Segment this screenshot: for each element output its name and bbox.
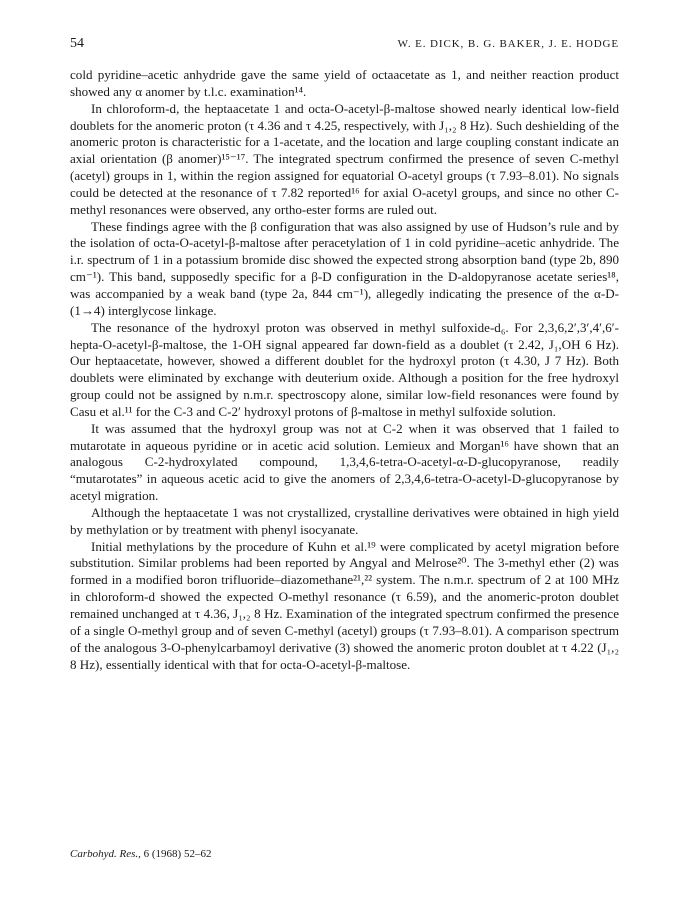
journal-name: Carbohyd. Res., (70, 848, 141, 860)
page-header (70, 36, 619, 56)
paragraph-7: Initial methylations by the procedure of Kuhn et al.¹⁹ were complicated by acetyl migration before substitution. Similar problems had been reported by Angyal and Melrose²⁰. The 3-methyl ether (2) was formed in a modified boron trifluoride–diazomethane²¹,²² system. The n.m.r. spectrum of 2 at 100 MHz in chloroform-d showed the expected O-methyl resonance (τ 6.59), and the anomeric-proton doublet remained unchanged at τ 4.36, J₁,₂ 8 Hz. Examination of the integrated spectrum confirmed the presence of a single O-methyl group and of seven C-methyl (acetyl) groups (τ 7.93–8.01). A comparison spectrum of the analogous 3-O-phenylcarbamoyl derivative (3) showed the anomeric proton doublet at τ 4.22 (J₁,₂ 8 Hz), essentially identical with that for octa-O-acetyl-β-maltose. (70, 538, 619, 672)
journal-volume: 6 (1968) 52–62 (143, 848, 212, 860)
page-number: 54 (70, 36, 84, 51)
paragraph-2: In chloroform-d, the heptaacetate 1 and octa-O-acetyl-β-maltose showed nearly identical low-field doublets for the anomeric proton (τ 4.36 and τ 4.25, respectively, with J₁,₂ 8 Hz). Such deshielding of the anomeric proton is characteristic for a 1-acetate, and the location and large coupling constant indicate an axial orientation (β anomer)¹⁵⁻¹⁷. The integrated spectrum confirmed the presence of seven C-methyl (acetyl) groups in 1, within the region assigned for equatorial O-acetyl groups (τ 7.93–8.01). No signals could be detected at the resonance of τ 7.82 reported¹⁶ for axial O-acetyl groups, and since no other C-methyl resonances were observed, any ortho-ester forms are ruled out. (70, 100, 619, 217)
paragraph-3: These findings agree with the β configuration that was also assigned by use of Hudson’s rule and by the isolation of octa-O-acetyl-β-maltose after peracetylation of 1 in cold pyridine–acetic anhydride. The i.r. spectrum of 1 in a potassium bromide disc showed the expected strong absorption band (type 2b, 890 cm⁻¹). This band, supposedly specific for a β-D configuration in the D-aldopyranose acetate series¹⁸, was accompanied by a weak band (type 2a, 844 cm⁻¹), allegedly indicating the presence of the α-D-(1→4) interglycose linkage. (70, 218, 619, 318)
journal-citation-footer (70, 848, 211, 860)
paragraph-1: cold pyridine–acetic anhydride gave the same yield of octaacetate as 1, and neither reaction product showed any α anomer by t.l.c. examination¹⁴. (70, 67, 619, 99)
paragraph-6: Although the heptaacetate 1 was not crystallized, crystalline derivatives were obtained in high yield by methylation or by treatment with phenyl isocyanate. (70, 504, 619, 537)
article-body (70, 67, 619, 673)
paragraph-5: It was assumed that the hydroxyl group was not at C-2 when it was observed that 1 failed to mutarotate in aqueous pyridine or in acetic acid solution. Lemieux and Morgan¹⁶ have shown that an analogous C-2-hydroxylated compound, 1,3,4,6-tetra-O-acetyl-α-D-glucopyranose, readily “mutarotates” in aqueous acetic acid to give the anomers of 2,3,4,6-tetra-O-acetyl-D-glucopyranose by acetyl migration. (70, 420, 619, 504)
running-head-authors: W. E. DICK, B. G. BAKER, J. E. HODGE (397, 38, 619, 50)
paragraph-4: The resonance of the hydroxyl proton was observed in methyl sulfoxide-d₆. For 2,3,6,2′,3′,4′,6′-hepta-O-acetyl-β-maltose, the 1-OH signal appeared far down-field as a doublet (τ 2.42, J₁,OH 6 Hz). Our heptaacetate, however, showed a different doublet for the hydroxyl proton (τ 4.30, J 7 Hz). Both doublets were eliminated by exchange with deuterium oxide. Although a position for the free hydroxyl group could not be assigned by n.m.r. spectroscopy alone, similar low-field resonances were found by Casu et al.¹¹ for the C-3 and C-2′ hydroxyl protons of β-maltose in methyl sulfoxide solution. (70, 319, 619, 419)
journal-page (70, 36, 619, 673)
